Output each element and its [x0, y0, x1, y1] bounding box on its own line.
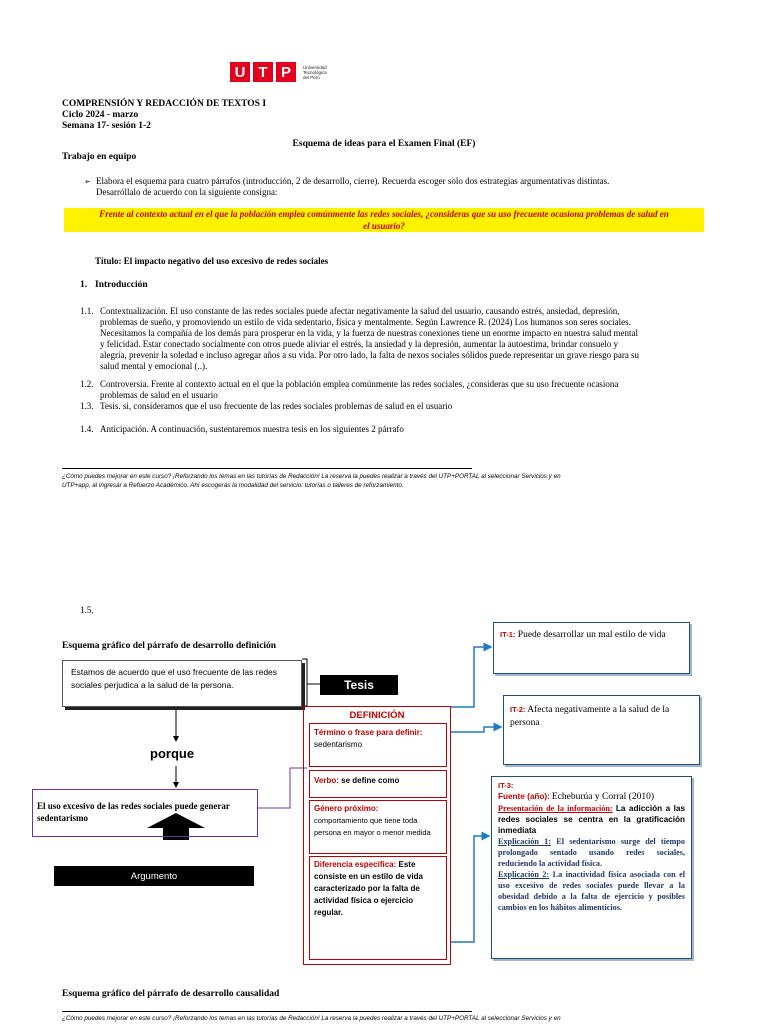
essay-title: Título: El impacto negativo del uso excesivo de redes sociales	[95, 256, 329, 266]
argumento-label: Argumento	[54, 866, 254, 886]
arrow-to-it1	[450, 647, 491, 707]
week-label: Semana 17- sesión 1-2	[62, 121, 151, 131]
instruction-text: Elabora el esquema para cuatro párrafos (introducción, 2 de desarrollo, cierre). Recuerda escoger solo dos estrategias argumentativas distintas. Desarróllalo de acuerdo con la siguiente consigna:	[96, 176, 610, 197]
causality-heading: Esquema gráfico del párrafo de desarrollo causalidad	[62, 989, 280, 999]
arrow-to-it2	[450, 727, 501, 732]
list-item: 1.2. Controversia. Frente al contexto actual en el que la población emplea comúnmente las redes sociales, ¿consideras que su uso frecuente ocasiona problemas de salud en el usuario	[80, 379, 619, 400]
footer-note: ¿Cómo puedes mejorar en este curso? ¡Reforzando los temas en las tutorías de Redacción! La reserva la puedes realizar a través del UTP+PORTAL al seleccionar Servicios y en	[62, 1015, 561, 1022]
it3-box: IT-3: Fuente (año): Echeburúa y Corral (2010) Presentación de la información: La adicción a las redes sociales se centra en la gratificación inmediata Explicación 1: El sedentarismo surge del tiempo prolongado sentado usando redes sociales, reduciendo la actividad física. Explicación 2: La inactividad física asociada con el uso excesivo de redes sociales puede llevar a la obesidad debido a la falta de ejercicio y posibles cambios en los hábitos alimenticios.	[491, 776, 692, 959]
cycle-label: Ciclo 2024 - marzo	[62, 110, 139, 120]
porque-label: porque	[150, 746, 195, 761]
logo-letter-u: U	[230, 62, 250, 82]
item-1-5: 1.5.	[80, 605, 94, 615]
thesis-bracket	[302, 659, 307, 706]
definition-header: DEFINICIÓN	[349, 710, 405, 721]
arrow-to-it3	[450, 836, 489, 942]
bullet-icon: ➢	[84, 177, 91, 186]
it1-box: IT-1: Puede desarrollar un mal estilo de vida	[493, 622, 690, 674]
logo-university-name: Universidad Tecnológica del Perú	[303, 64, 327, 80]
team-label: Trabajo en equipo	[62, 152, 137, 162]
course-name: COMPRENSIÓN Y REDACCIÓN DE TEXTOS I	[62, 99, 267, 109]
difference-box: Diferencia específica: Este consiste en un estilo de vida caracterizado por la falta de actividad física o ejercicio regular.	[309, 856, 447, 960]
argument-box: El uso excesivo de las redes sociales puede generar sedentarismo	[32, 789, 258, 837]
it2-box: IT-2: Afecta negativamente a la salud de la persona	[503, 695, 700, 765]
diagram-heading: Esquema gráfico del párrafo de desarrollo definición	[62, 641, 277, 651]
term-box: Término o frase para definir: sedentarismo	[309, 723, 447, 767]
list-item: 1.1. Contextualización. El uso constante de las redes sociales puede afectar negativamente la salud del usuario, causando estrés, ansiedad, depresión, problemas de sueño, y promoviendo un estilo de vida sedentario, física y mentalmente. Según Lawrence R. (2024) Los humanos son seres sociales. Necesitamos la compañía de los demás para prosperar en la vida, y la fuerza de nuestras conexiones tiene un enorme impacto en nuestra salud mental y felicidad. Estar conectado socialmente con otros puede aliviar el estrés, la ansiedad y la depresión, aumentar la autoestima, brindar consuelo y alegría, prevenir la soledad e incluso agregar años a su vida. Por otro lado, la falta de nexos sociales sólidos puede representar un grave riesgo para su salud mental y emocional (..).	[80, 306, 640, 371]
thesis-box: Estamos de acuerdo que el uso frecuente de las redes sociales perjudica a la salud de la persona.	[62, 660, 302, 707]
section-number: 1.	[80, 280, 88, 290]
logo-letter-t: T	[253, 62, 273, 82]
genus-box: Género próximo: comportamiento que tiene toda persona en mayor o menor medida	[309, 800, 447, 854]
document-title: Esquema de ideas para el Examen Final (EF)	[292, 139, 476, 149]
logo-letter-p: P	[276, 62, 296, 82]
tesis-label: Tesis	[320, 675, 398, 695]
footer-note: ¿Cómo puedes mejorar en este curso? ¡Reforzando los temas en las tutorías de Redacción! La reserva la puedes realizar a través del UTP+PORTAL al seleccionar Servicios y en UTP+app, al ingresar a Refuerzo Académico. Ahí escogerás la modalidad del servicio: tutorías o talleres de reforzamiento.	[62, 473, 561, 489]
verb-box: Verbo: se define como	[309, 770, 447, 798]
list-item: 1.4. Anticipación. A continuación, sustentaremos nuestra tesis en los siguientes 2 párrafo	[80, 424, 404, 434]
section-title: Introducción	[95, 280, 148, 290]
prompt-question: Frente al contexto actual en el que la población emplea comúnmente las redes sociales, ¿consideras que su uso frecuente ocasiona problemas de salud en el usuario?	[64, 208, 704, 232]
list-item: 1.3. Tesis. si, consideramos que el uso frecuente de las redes sociales problemas de salud en el usuario	[80, 401, 453, 411]
footer-divider	[62, 1011, 472, 1012]
